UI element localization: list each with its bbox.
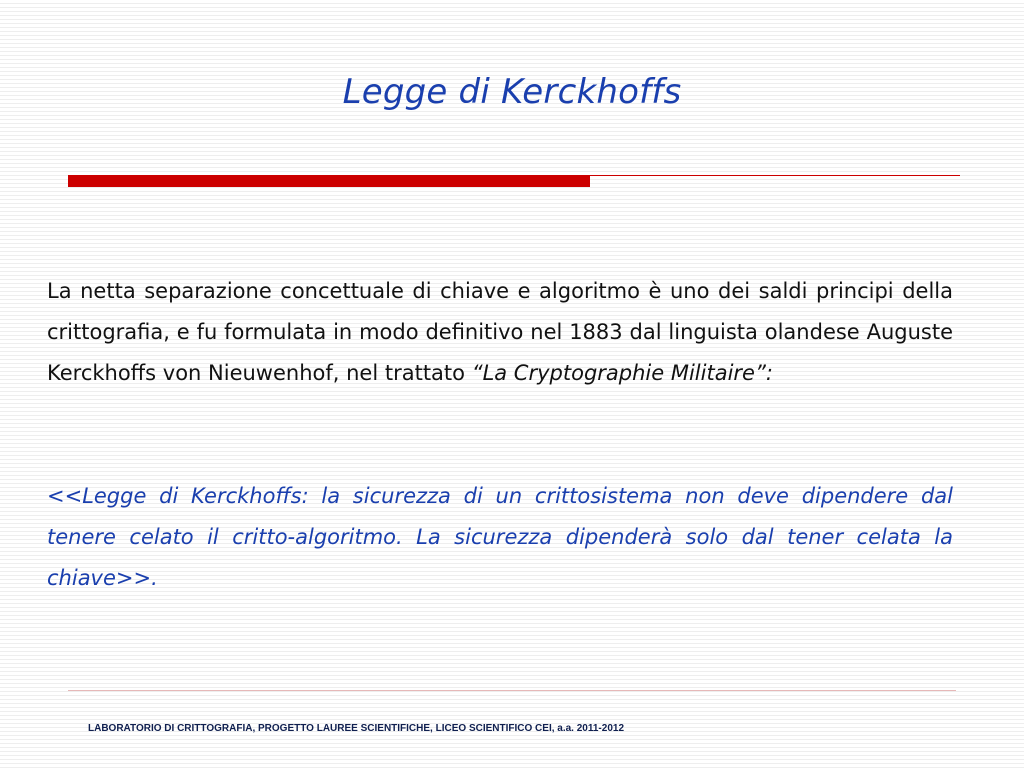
footer-divider (68, 690, 956, 691)
title-underline-thick (68, 175, 590, 187)
slide-title: Legge di Kerckhoffs (342, 72, 682, 112)
kerckhoffs-law-quote: <<Legge di Kerckhoffs: la sicurezza di un crittosistema non deve dipendere dal tenere celato il critto-algoritmo. La sicurezza dipenderà solo dal tener celata la chiave>>. (47, 484, 953, 590)
body-paragraph (47, 271, 953, 394)
footer-caption: LABORATORIO DI CRITTOGRAFIA, PROGETTO LAUREE SCIENTIFICHE, LICEO SCIENTIFICO CEI, a.a. 2011-2012 (88, 723, 625, 734)
title-underline-thin (590, 175, 960, 176)
body-paragraph-text: La netta separazione concettuale di chiave e algoritmo è uno dei saldi principi della crittografia, e fu formulata in modo definitivo nel 1883 dal linguista olandese Auguste Kerckhoffs von Nieuwenhof, nel trattato (47, 279, 953, 385)
treatise-title: “La Cryptographie Militaire”: (471, 361, 773, 385)
